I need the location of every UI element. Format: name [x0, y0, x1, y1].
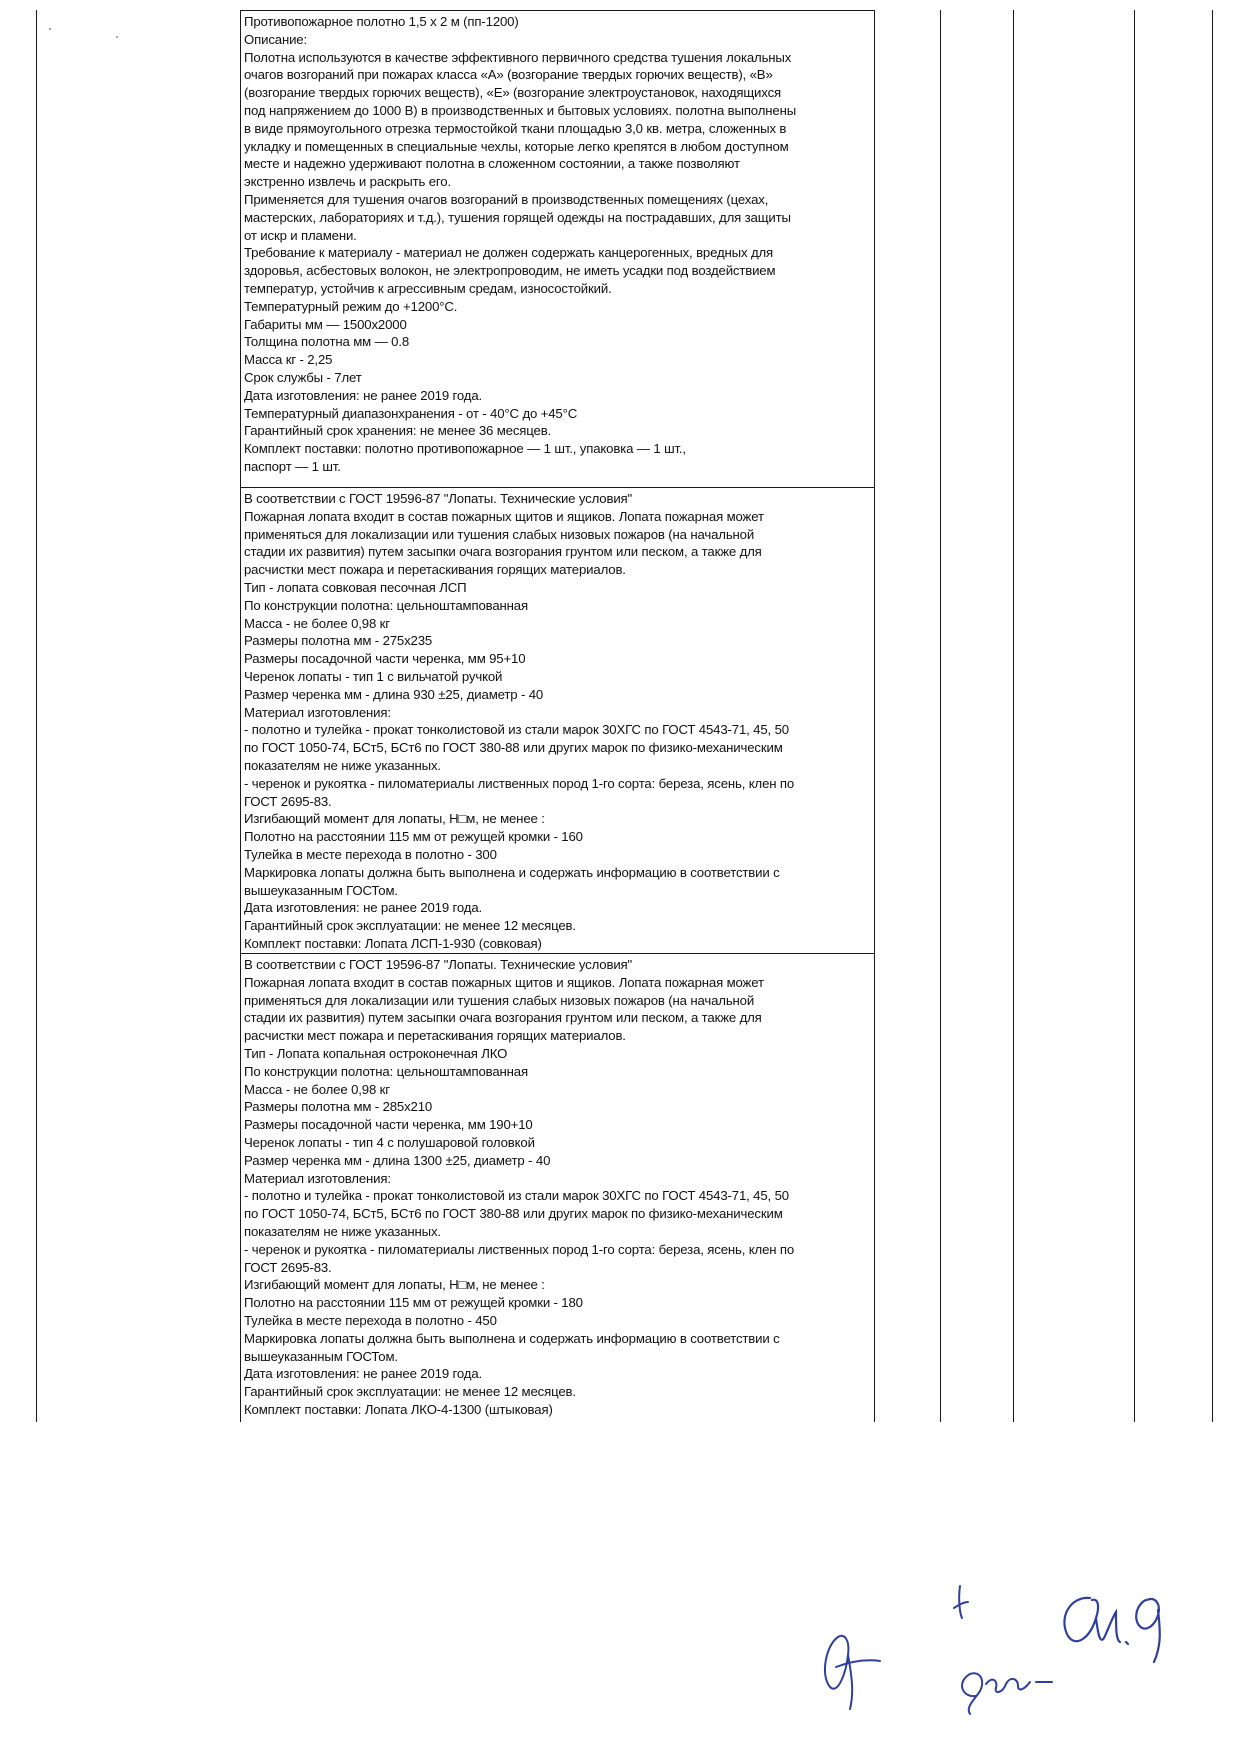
cell-line: Размеры посадочной части черенка, мм 190+10: [244, 1117, 533, 1133]
cell-line: Материал изготовления:: [244, 1170, 391, 1186]
cell-line: от искр и пламени.: [244, 227, 357, 243]
cell-line: расчистки мест пожара и перетаскивания горящих материалов.: [244, 1028, 626, 1044]
cell-line: Толщина полотна мм — 0.8: [244, 334, 410, 350]
cell-line: Масса кг - 2,25: [244, 352, 333, 368]
table-cell-fire-blanket: [244, 13, 874, 476]
cell-line: Полотно на расстоянии 115 мм от режущей кромки - 180: [244, 1295, 583, 1311]
scan-speck: [49, 28, 51, 30]
cell-line: Температурный режим до +1200°С.: [244, 298, 458, 314]
cell-line: по ГОСТ 1050-74, БСт5, БСт6 по ГОСТ 380-88 или других марок по физико-механическим: [244, 740, 783, 756]
cell-line: - полотно и тулейка - прокат тонколистовой из стали марок 30ХГС по ГОСТ 4543-71, 45, 50: [244, 1188, 789, 1204]
cell-line: Комплект поставки: Лопата ЛКО-4-1300 (штыковая): [244, 1401, 553, 1417]
cell-line: под напряжением до 1000 В) в производственных и бытовых условиях. полотна выполнены: [244, 102, 797, 118]
cell-line: экстренно извлечь и раскрыть его.: [244, 174, 451, 190]
cell-line: Черенок лопаты - тип 1 с вильчатой ручкой: [244, 668, 503, 684]
cell-line: показателям не ниже указанных.: [244, 757, 441, 773]
cell-line: показателям не ниже указанных.: [244, 1223, 441, 1239]
cell-line: Применяется для тушения очагов возгораний в производственных помещениях (цехах,: [244, 191, 769, 207]
row-top-border: [240, 10, 874, 11]
cell-line: Размер черенка мм - длина 1300 ±25, диаметр - 40: [244, 1152, 551, 1168]
cell-line: Комплект поставки: полотно противопожарное — 1 шт., упаковка — 1 шт.,: [244, 441, 686, 457]
cell-line: Гарантийный срок хранения: не менее 36 месяцев.: [244, 423, 552, 439]
cell-line: стадии их развития) путем засыпки очага возгорания грунтом или песком, а также для: [244, 1010, 762, 1026]
column-divider-2: [874, 10, 875, 1422]
cell-line: укладку и помещенных в специальные чехлы, которые легко крепятся в любом доступном: [244, 138, 789, 154]
cell-line: Дата изготовления: не ранее 2019 года.: [244, 1366, 483, 1382]
cell-line: Описание:: [244, 31, 307, 47]
cell-line: В соответствии с ГОСТ 19596-87 "Лопаты. Технические условия": [244, 957, 633, 972]
cell-line: Черенок лопаты - тип 4 с полушаровой головкой: [244, 1134, 535, 1150]
cell-line: Изгибающий момент для лопаты, Н□м, не менее :: [244, 811, 545, 827]
cell-line: Комплект поставки: Лопата ЛСП-1-930 (совковая): [244, 935, 542, 951]
cell-line: Полотно на расстоянии 115 мм от режущей кромки - 160: [244, 829, 583, 845]
cell-line: (возгорание твердых горючих веществ), «Е» (возгорание электроустановок, находящихся: [244, 85, 782, 101]
column-divider-5: [1134, 10, 1135, 1422]
table-left-border: [36, 10, 37, 1422]
cell-line: Маркировка лопаты должна быть выполнена и содержать информацию в соответствии с: [244, 1330, 780, 1346]
cell-line: Размеры полотна мм - 275х235: [244, 633, 433, 649]
cell-line: очагов возгораний при пожарах класса «А» (возгорание твердых горючих веществ), «В»: [244, 67, 773, 83]
cell-line: Пожарная лопата входит в состав пожарных щитов и ящиков. Лопата пожарная может: [244, 508, 764, 524]
cell-line: паспорт — 1 шт.: [244, 458, 341, 474]
cell-line: в виде прямоугольного отрезка термостойкой ткани площадью 3,0 кв. метра, сложенных в: [244, 120, 787, 136]
cell-line: вышеуказанным ГОСТом.: [244, 1348, 398, 1364]
cell-line: - черенок и рукоятка - пиломатериалы лиственных пород 1-го сорта: береза, ясень, клен по: [244, 1241, 795, 1257]
cell-line: Противопожарное полотно 1,5 х 2 м (пп-1200): [244, 14, 519, 29]
column-divider-1: [240, 10, 241, 1422]
cell-line: Гарантийный срок эксплуатации: не менее 12 месяцев.: [244, 1384, 576, 1400]
cell-line: Изгибающий момент для лопаты, Н□м, не менее :: [244, 1277, 545, 1293]
cell-line: по ГОСТ 1050-74, БСт5, БСт6 по ГОСТ 380-88 или других марок по физико-механическим: [244, 1206, 783, 1222]
cell-line: Масса - не более 0,98 кг: [244, 615, 390, 631]
cell-line: Материал изготовления:: [244, 704, 391, 720]
table-cell-shovel-lko: [244, 956, 874, 1419]
cell-line: Размер черенка мм - длина 930 ±25, диаметр - 40: [244, 686, 544, 702]
table-cell-shovel-lsp: [244, 490, 874, 953]
cell-line: применяться для локализации или тушения слабых низовых пожаров (на начальной: [244, 992, 755, 1008]
column-divider-3: [940, 10, 941, 1422]
cell-line: ГОСТ 2695-83.: [244, 1259, 332, 1275]
cell-line: стадии их развития) путем засыпки очага возгорания грунтом или песком, а также для: [244, 544, 762, 560]
cell-line: Масса - не более 0,98 кг: [244, 1081, 390, 1097]
cell-line: Тип - лопата совковая песочная ЛСП: [244, 579, 467, 595]
signature-2: [948, 1578, 1058, 1718]
cell-line: Дата изготовления: не ранее 2019 года.: [244, 387, 483, 403]
cell-line: Тулейка в месте перехода в полотно - 300: [244, 846, 497, 862]
column-divider-4: [1013, 10, 1014, 1422]
signature-3: [1050, 1578, 1190, 1668]
signature-1: [808, 1615, 888, 1715]
cell-line: вышеуказанным ГОСТом.: [244, 882, 398, 898]
cell-line: расчистки мест пожара и перетаскивания горящих материалов.: [244, 562, 626, 578]
cell-line: Температурный диапазонхранения - от - 40°С до +45°С: [244, 405, 578, 421]
row-divider-2: [240, 953, 874, 954]
cell-line: Тулейка в месте перехода в полотно - 450: [244, 1312, 497, 1328]
cell-line: Размеры посадочной части черенка, мм 95+10: [244, 651, 526, 667]
cell-line: Полотна используются в качестве эффективного первичного средства тушения локальных: [244, 49, 792, 65]
cell-line: температур, устойчив к агрессивным средам, износостойкий.: [244, 280, 612, 296]
cell-line: По конструкции полотна: цельноштампованная: [244, 597, 528, 613]
cell-line: - полотно и тулейка - прокат тонколистовой из стали марок 30ХГС по ГОСТ 4543-71, 45, 50: [244, 722, 789, 738]
table-right-border: [1212, 10, 1213, 1422]
scan-speck: [116, 36, 118, 38]
cell-line: Гарантийный срок эксплуатации: не менее 12 месяцев.: [244, 918, 576, 934]
cell-line: здоровья, асбестовых волокон, не электропроводим, не иметь усадки под воздействием: [244, 263, 776, 279]
cell-line: применяться для локализации или тушения слабых низовых пожаров (на начальной: [244, 526, 755, 542]
cell-line: Дата изготовления: не ранее 2019 года.: [244, 900, 483, 916]
cell-line: Размеры полотна мм - 285х210: [244, 1099, 433, 1115]
cell-line: Требование к материалу - материал не должен содержать канцерогенных, вредных для: [244, 245, 774, 261]
cell-line: мастерских, лабораториях и т.д.), тушения горящей одежды на пострадавших, для защиты: [244, 209, 791, 225]
cell-line: Тип - Лопата копальная остроконечная ЛКО: [244, 1045, 508, 1061]
row-divider-1: [240, 487, 874, 488]
cell-line: Габариты мм — 1500х2000: [244, 316, 407, 332]
cell-line: месте и надежно удерживают полотна в сложенном состоянии, а также позволяют: [244, 156, 740, 172]
cell-line: Пожарная лопата входит в состав пожарных щитов и ящиков. Лопата пожарная может: [244, 974, 764, 990]
cell-line: Срок службы - 7лет: [244, 369, 362, 385]
cell-line: В соответствии с ГОСТ 19596-87 "Лопаты. Технические условия": [244, 491, 633, 506]
cell-line: Маркировка лопаты должна быть выполнена и содержать информацию в соответствии с: [244, 864, 780, 880]
cell-line: ГОСТ 2695-83.: [244, 793, 332, 809]
cell-line: По конструкции полотна: цельноштампованная: [244, 1063, 528, 1079]
cell-line: - черенок и рукоятка - пиломатериалы лиственных пород 1-го сорта: береза, ясень, клен по: [244, 775, 795, 791]
